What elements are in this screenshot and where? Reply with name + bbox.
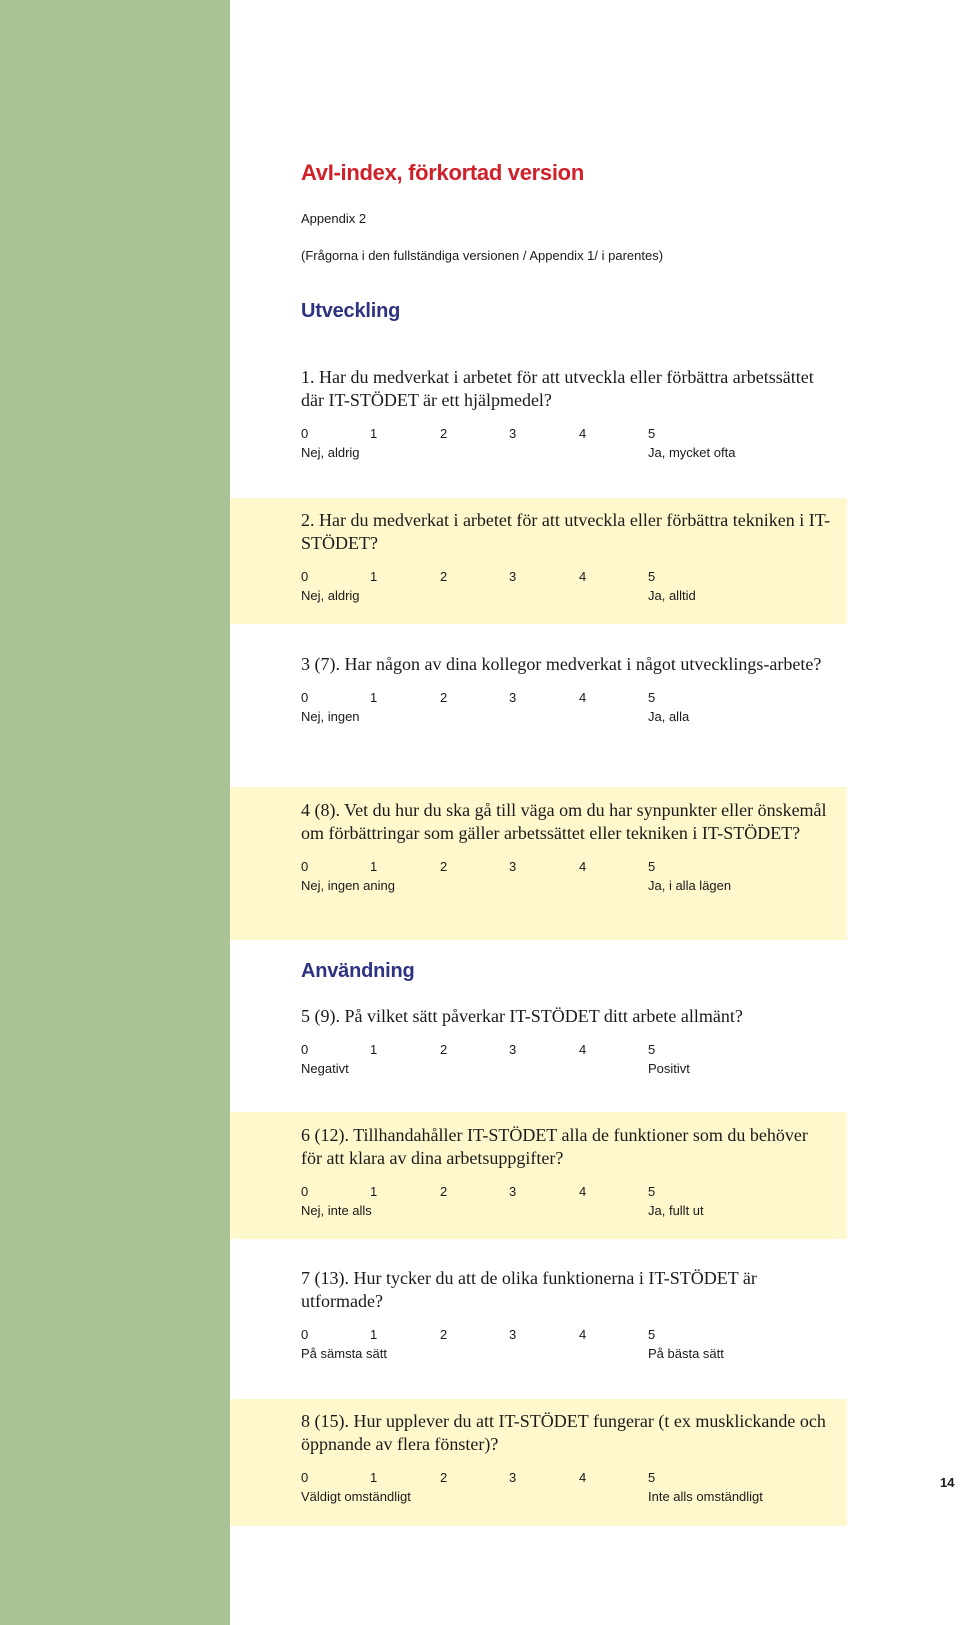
question-8 (301, 1410, 831, 1510)
appendix-note: (Frågorna i den fullständiga versionen / Appendix 1/ i parentes) (301, 248, 664, 263)
scale-option: 3 (509, 426, 517, 441)
scale-option: 3 (509, 690, 517, 705)
scale-option: 4 (579, 1184, 587, 1199)
rating-scale (301, 1470, 831, 1510)
scale-option: 0 (301, 859, 309, 874)
scale-option: 2 (440, 1470, 448, 1485)
scale-option: 1 (370, 690, 378, 705)
scale-high-label: Ja, alla (648, 709, 690, 724)
scale-high-label: Inte alls omständligt (648, 1489, 763, 1504)
scale-high-label: På bästa sätt (648, 1346, 724, 1361)
scale-option: 4 (579, 859, 587, 874)
scale-option: 0 (301, 1470, 309, 1485)
scale-high-label: Positivt (648, 1061, 690, 1076)
scale-option: 3 (509, 1042, 517, 1057)
question-text: 3 (7). Har någon av dina kollegor medverkat i något utvecklings-arbete? (301, 654, 822, 674)
scale-option: 5 (648, 1327, 656, 1342)
rating-scale (301, 1327, 831, 1367)
scale-option: 0 (301, 1327, 309, 1342)
page-title: AvI-index, förkortad version (301, 160, 584, 185)
scale-low-label: Nej, ingen (301, 709, 360, 724)
scale-option: 1 (370, 859, 378, 874)
scale-option: 5 (648, 690, 656, 705)
scale-high-label: Ja, alltid (648, 588, 696, 603)
scale-option: 0 (301, 1042, 309, 1057)
question-6 (301, 1124, 831, 1224)
section-heading-utveckling: Utveckling (301, 300, 401, 322)
question-text: 7 (13). Hur tycker du att de olika funktionerna i IT-STÖDET är utformade? (301, 1268, 757, 1311)
scale-option: 5 (648, 569, 656, 584)
question-2 (301, 509, 831, 609)
scale-option: 2 (440, 569, 448, 584)
rating-scale (301, 1042, 831, 1082)
scale-option: 0 (301, 1184, 309, 1199)
rating-scale (301, 569, 831, 609)
question-text: 8 (15). Hur upplever du att IT-STÖDET fungerar (t ex musklickande och öppnande av flera fönster)? (301, 1411, 826, 1454)
scale-option: 2 (440, 859, 448, 874)
scale-low-label: På sämsta sätt (301, 1346, 387, 1361)
scale-low-label: Nej, aldrig (301, 445, 360, 460)
scale-option: 2 (440, 1327, 448, 1342)
scale-option: 3 (509, 1470, 517, 1485)
question-7 (301, 1267, 831, 1367)
question-text: 4 (8). Vet du hur du ska gå till väga om du har synpunkter eller önskemål om förbättringar som gäller arbetssättet eller tekniken i IT-STÖDET? (301, 800, 827, 843)
scale-low-label: Väldigt omständligt (301, 1489, 411, 1504)
scale-option: 3 (509, 859, 517, 874)
scale-option: 5 (648, 1470, 656, 1485)
scale-high-label: Ja, i alla lägen (648, 878, 732, 893)
scale-option: 4 (579, 1327, 587, 1342)
scale-option: 0 (301, 690, 309, 705)
scale-option: 1 (370, 1184, 378, 1199)
scale-option: 1 (370, 1042, 378, 1057)
question-text: 5 (9). På vilket sätt påverkar IT-STÖDET ditt arbete allmänt? (301, 1006, 743, 1026)
question-text: 6 (12). Tillhandahåller IT-STÖDET alla de funktioner som du behöver för att klara av dina arbetsuppgifter? (301, 1125, 808, 1168)
page-number: 14 (940, 1475, 955, 1490)
scale-option: 4 (579, 690, 587, 705)
scale-option: 1 (370, 1327, 378, 1342)
scale-option: 3 (509, 1327, 517, 1342)
scale-option: 3 (509, 569, 517, 584)
scale-low-label: Nej, aldrig (301, 588, 360, 603)
section-heading-anvandning: Användning (301, 960, 415, 982)
question-text: 1. Har du medverkat i arbetet för att utveckla eller förbättra arbetssättet där IT-STÖDET är ett hjälpmedel? (301, 367, 814, 410)
scale-low-label: Nej, ingen aning (301, 878, 395, 893)
question-1 (301, 366, 831, 466)
scale-option: 1 (370, 569, 378, 584)
scale-low-label: Negativt (301, 1061, 349, 1076)
scale-option: 4 (579, 1042, 587, 1057)
rating-scale (301, 690, 831, 730)
scale-option: 1 (370, 1470, 378, 1485)
question-3 (301, 653, 831, 730)
scale-option: 2 (440, 1184, 448, 1199)
scale-option: 5 (648, 1184, 656, 1199)
scale-low-label: Nej, inte alls (301, 1203, 372, 1218)
rating-scale (301, 859, 831, 899)
rating-scale (301, 1184, 831, 1224)
scale-option: 4 (579, 569, 587, 584)
scale-option: 3 (509, 1184, 517, 1199)
scale-option: 2 (440, 690, 448, 705)
scale-option: 2 (440, 426, 448, 441)
sidebar-stripe (0, 0, 230, 1625)
question-5 (301, 1005, 831, 1082)
scale-option: 5 (648, 859, 656, 874)
scale-option: 2 (440, 1042, 448, 1057)
scale-option: 4 (579, 1470, 587, 1485)
scale-high-label: Ja, fullt ut (648, 1203, 704, 1218)
scale-option: 0 (301, 569, 309, 584)
scale-option: 0 (301, 426, 309, 441)
scale-option: 4 (579, 426, 587, 441)
scale-option: 5 (648, 1042, 656, 1057)
question-4 (301, 799, 831, 899)
scale-high-label: Ja, mycket ofta (648, 445, 736, 460)
scale-option: 1 (370, 426, 378, 441)
rating-scale (301, 426, 831, 466)
question-text: 2. Har du medverkat i arbetet för att utveckla eller förbättra tekniken i IT-STÖDET? (301, 510, 831, 553)
appendix-label: Appendix 2 (301, 211, 367, 226)
scale-option: 5 (648, 426, 656, 441)
